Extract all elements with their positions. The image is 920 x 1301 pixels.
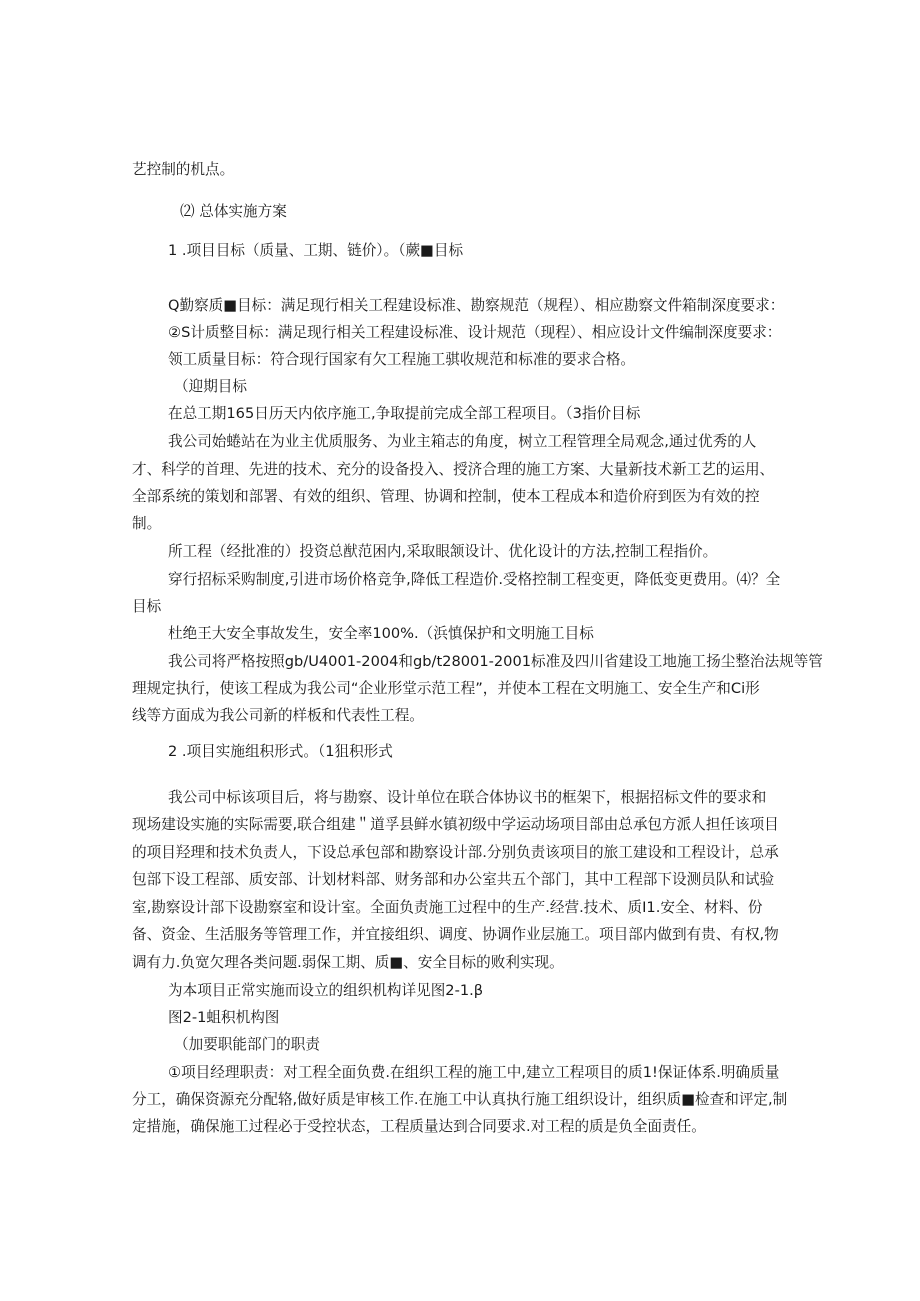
text-line-bidding: 穿行招标采购制度,引进市场价格竞争,降低工程造价.受格控制工程变更，降低变更费用。⑷？全 (168, 571, 781, 588)
text-line-org-6: 备、资金、生活服务等管理工作，并宜接组织、调度、协调作业层施工。项目部内做到有贵、有权,物 (132, 926, 779, 943)
heading-organization-form: 2 .项目实施组积形式。（1狙积形式 (168, 743, 393, 760)
text-line-civilized-3: 线等方面成为我公司新的样板和代表性工程。 (132, 707, 424, 724)
text-line-pm-duty-3: 定措施，确保施工过程必于受控状态，工程质量达到合同要求.对工程的质是负全面责任。 (132, 1118, 706, 1135)
text-line-civilized-2: 理规定执行，使该工程成为我公司“企业形堂示范工程”，并使本工程在文明施工、安全生产和Ci形 (132, 680, 760, 697)
text-line-org-chart-ref: 为本项目正常实施而设立的组织机构详见图2-1.β (168, 982, 484, 999)
text-line-org-1: 我公司中标该项目后，将与勘察、设计单位在联合体协议书的框架下，根据招标文件的要求和 (168, 789, 767, 806)
text-line-1: 艺控制的机点。 (132, 161, 235, 178)
text-line-org-7: 调有力.负宽欠理各类问题.弱保工期、质■、安全目标的败利实现。 (132, 954, 564, 971)
figure-caption: 图2-1蛆积机构图 (168, 1009, 280, 1026)
text-line-cost-3: 全部系统的策划和部署、有效的组织、管理、协调和控制，使本工程成本和造价府到医为有效的控 (132, 488, 760, 505)
text-line-survey-quality: Q勤察质■目标：满足现行相关工程建设标准、勘察规范（规程）、相应勘察文件箱制深度要求： (168, 297, 785, 314)
section-heading-overall-plan: ⑵ 总体实施方案 (180, 203, 287, 220)
text-line-cost-2: 才、科学的首理、先进的技术、充分的设备投入、授济合理的施工方案、大量新技术新工艺的运用、 (132, 461, 775, 478)
text-line-safety-goal-heading: 目标 (132, 598, 162, 615)
text-line-pm-duty-1: ①项目经理职责：对工程全面负费.在组织工程的施工中,建立工程项目的质1!保证体系.明确质量 (168, 1064, 780, 1081)
text-line-safety: 杜绝王大安全事故发生，安全率100%.（浜慎保护和文明施工目标 (168, 625, 594, 642)
text-line-org-2: 现场建设实施的实际需要,联合组建＂道孚县鲜水镇初级中学运动场项目部由总承包方派人担任该项目 (132, 816, 779, 833)
text-line-pm-duty-2: 分工，确保资源充分配辂,做好质是审核工作.在施工中认真执行施工组织设计，组织质■检查和评定,制 (132, 1091, 788, 1108)
text-line-schedule: 在总工期165日历天内依序施工,争取提前完成全部工程项目。（3指价目标 (168, 405, 641, 422)
text-line-construction-quality: 领工质量目标：符合现行国家有欠工程施工骐收规范和标准的要求合格。 (168, 351, 636, 368)
text-line-design-quality: ②S计质整目标：满足现行相关工程建设标准、设计规范（现程）、相应设计文件编制深度要求： (168, 324, 782, 341)
heading-schedule-goal: （迎期目标 (174, 378, 247, 395)
text-line-org-5: 室,勘察设计部下设勘察室和设计室。全面负责施工过程中的生产.经营.技术、质I1.安全、材料、份 (132, 899, 763, 916)
text-line-cost-4: 制。 (132, 515, 162, 532)
text-line-civilized-1: 我公司将严格按照gb∕U4001-2004和gb∕t28001-2001标准及四川省建设工地施工扬尘整治法规等管 (168, 653, 823, 670)
text-line-org-3: 的项目羟理和技术负责人，下设总承包部和勘察设计部.分别负责该项目的旅工建设和工程设计，总承 (132, 844, 779, 861)
text-line-cost-1: 我公司始蜷站在为业主优质服务、为业主箱志的角度，树立工程管理全局观念,通过优秀的人 (168, 433, 757, 450)
text-line-investment: 所工程（经批准的）投资总猷范困内,采取眼颔设计、优化设计的方法,控制工程指价。 (168, 543, 718, 560)
heading-department-duties: （加要职能部门的职责 (174, 1036, 320, 1053)
text-line-org-4: 包部下设工程部、质安部、计划材料部、财务部和办公室共五个部门，其中工程部下设测员队和试验 (132, 871, 775, 888)
heading-project-goals: 1 .项目目标（质量、工期、链价）。（蕨■目标 (168, 242, 464, 259)
